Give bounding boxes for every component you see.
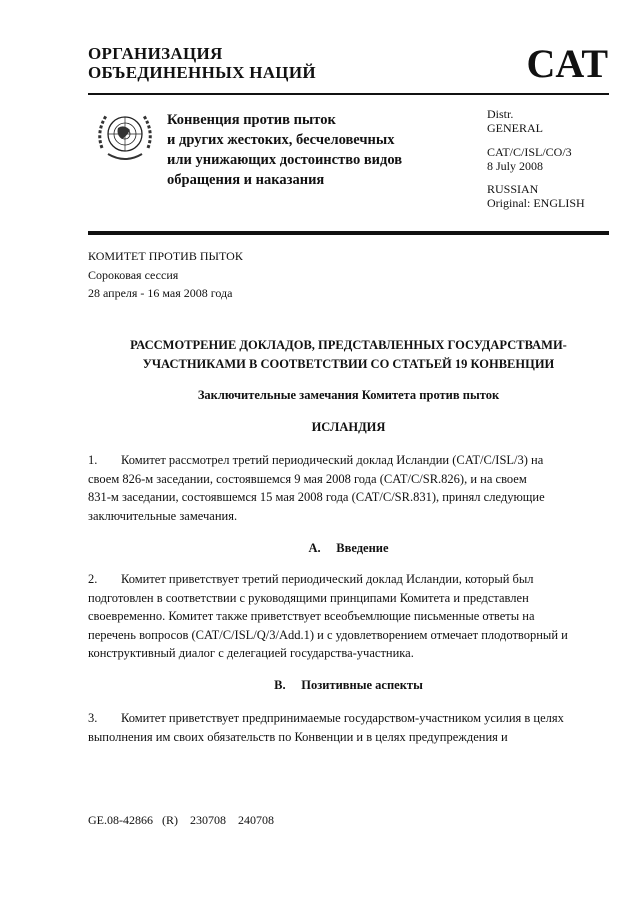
distribution <box>487 107 543 135</box>
divider <box>88 93 609 95</box>
committee-info <box>88 247 243 303</box>
text-line: выполнения им своих обязательств по Конвенции и в целях предупреждения и <box>88 729 508 744</box>
text-line: своем 826-м заседании, состоявшемся 9 мая 2008 года (CAT/C/SR.826), и на своем <box>88 471 527 486</box>
document-title <box>88 336 609 374</box>
original-language: Original: ENGLISH <box>487 196 585 210</box>
distr-label: Distr. <box>487 107 514 121</box>
country-heading: ИСЛАНДИЯ <box>311 420 386 434</box>
section-letter: A. <box>308 541 321 555</box>
convention-line: или унижающих достоинство видов <box>167 152 403 168</box>
org-line: ОРГАНИЗАЦИЯ <box>88 44 223 63</box>
session: Сороковая сессия <box>88 267 179 282</box>
text-line: Комитет приветствует предпринимаемые государством-участником усилия в целях <box>121 711 564 725</box>
section-title: Позитивные аспекты <box>301 678 423 692</box>
doc-info <box>487 145 572 173</box>
text-line: 831-м заседании, состоявшемся 15 мая 2008 года (CAT/C/SR.831), принял следующие <box>88 490 545 504</box>
section-title: Введение <box>336 541 389 555</box>
section-heading-a <box>88 539 609 558</box>
paragraph-number: 1. <box>88 453 98 467</box>
title-line: РАССМОТРЕНИЕ ДОКЛАДОВ, ПРЕДСТАВЛЕННЫХ ГОСУДАРСТВАМИ- <box>130 338 567 352</box>
title-line: УЧАСТНИКАМИ В СООТВЕТСТВИИ СО СТАТЬЕЙ 19 КОНВЕНЦИИ <box>142 357 555 371</box>
convention-line: и других жестоких, бесчеловечных <box>167 132 395 148</box>
doc-date: 8 July 2008 <box>487 159 544 173</box>
paragraph-3 <box>88 709 564 746</box>
divider-thick <box>88 231 609 235</box>
footer-job-number: GE.08-42866 (R) 230708 240708 <box>88 813 274 827</box>
section-letter: B. <box>274 678 286 692</box>
organization-name <box>88 44 316 82</box>
paragraph-number: 3. <box>88 711 98 725</box>
language: RUSSIAN <box>487 182 539 196</box>
paragraph-2 <box>88 570 568 663</box>
text-line: своевременно. Комитет также приветствует всеобъемлющие письменные ответы на <box>88 609 535 623</box>
doc-symbol: CAT/C/ISL/CO/3 <box>487 145 572 159</box>
paragraph-1 <box>88 451 545 525</box>
convention-line: обращения и наказания <box>167 172 325 188</box>
document-symbol-large: CAT <box>526 41 608 86</box>
committee-name: КОМИТЕТ ПРОТИВ ПЫТОК <box>88 249 243 263</box>
text-line: Комитет приветствует третий периодический доклад Исландии, который был <box>121 572 534 586</box>
paragraph-number: 2. <box>88 572 98 586</box>
text-line: подготовлен в соответствии с руководящими принципами Комитета и представлен <box>88 590 529 605</box>
org-line: ОБЪЕДИНЕННЫХ НАЦИЙ <box>88 63 316 82</box>
session-dates: 28 апреля - 16 мая 2008 года <box>88 286 233 300</box>
convention-title <box>167 110 402 190</box>
section-heading-b <box>88 676 609 695</box>
text-line: перечень вопросов (CAT/C/ISL/Q/3/Add.1) и с удовлетворением отмечает плодотворный и <box>88 627 568 642</box>
text-line: конструктивный диалог с делегацией государства-участника. <box>88 646 414 660</box>
text-line: заключительные замечания. <box>88 508 238 523</box>
convention-line: Конвенция против пыток <box>167 112 336 128</box>
distr-value: GENERAL <box>487 121 543 135</box>
language-info <box>487 182 585 210</box>
text-line: Комитет рассмотрел третий периодический доклад Исландии (CAT/C/ISL/3) на <box>121 453 544 467</box>
subtitle: Заключительные замечания Комитета против пыток <box>197 388 500 402</box>
un-emblem-icon <box>94 108 156 169</box>
